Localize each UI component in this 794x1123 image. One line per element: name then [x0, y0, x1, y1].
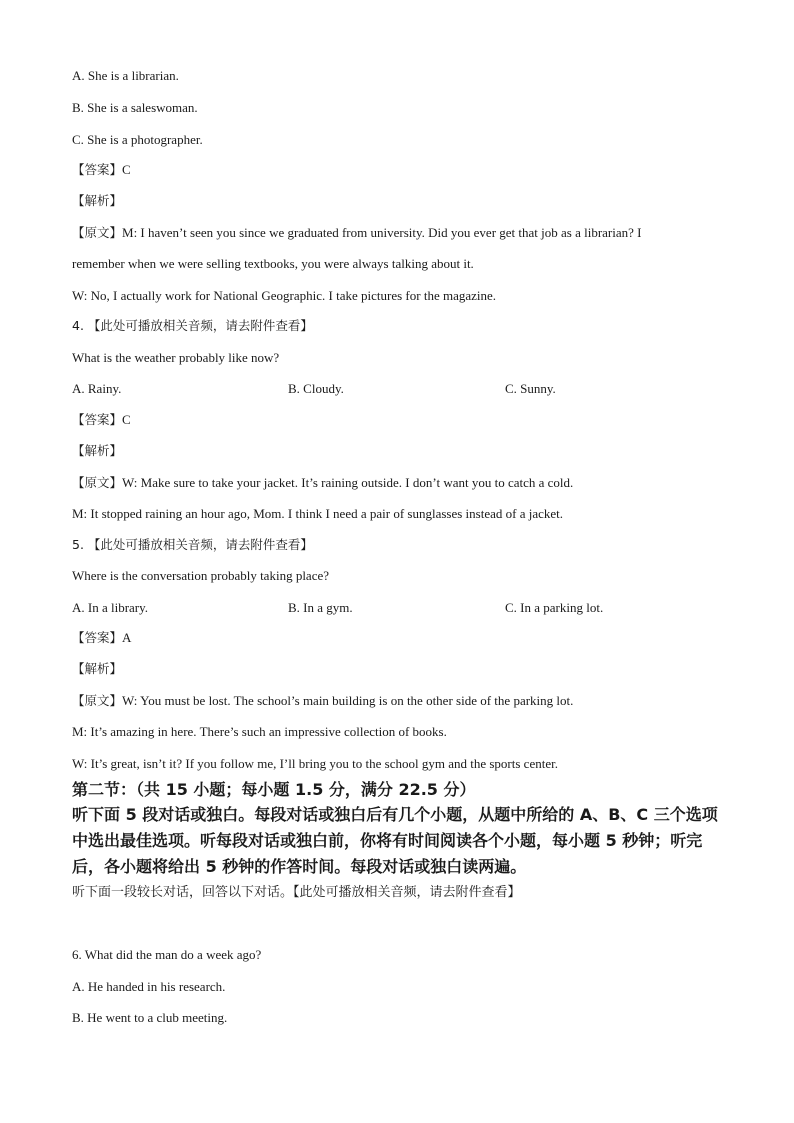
answer-value: A: [122, 630, 132, 645]
original-tag: 【原文】: [72, 475, 123, 490]
q5-transcript-line-1: [72, 693, 573, 709]
q5-option-c: C. In a parking lot.: [505, 600, 604, 615]
q3-transcript-line-1: [72, 225, 642, 241]
q3-analysis-tag: 【解析】: [72, 193, 123, 208]
q3-transcript-line-2: remember when we were selling textbooks, you were always talking about it.: [72, 256, 474, 271]
section2-instructions-line-2: 中选出最佳选项。听每段对话或独白前，你将有时间阅读各个小题，每小题 5 秒钟；听完: [72, 831, 703, 850]
q5-analysis-tag: 【解析】: [72, 661, 123, 676]
q3-answer: [72, 162, 131, 178]
q3-option-c: C. She is a photographer.: [72, 132, 203, 147]
q4-answer: [72, 412, 131, 428]
q3-option-a: A. She is a librarian.: [72, 68, 179, 83]
original-tag: 【原文】: [72, 225, 123, 240]
q4-header: 4. 【此处可播放相关音频，请去附件查看】: [72, 318, 313, 333]
section2-title: 第二节：（共 15 小题；每小题 1.5 分，满分 22.5 分）: [72, 780, 476, 799]
answer-value: C: [122, 412, 131, 427]
answer-tag: 【答案】: [72, 162, 123, 177]
q4-analysis-tag: 【解析】: [72, 443, 123, 458]
q4-option-a: A. Rainy.: [72, 381, 122, 396]
transcript-text: W: Make sure to take your jacket. It’s raining outside. I don’t want you to catch a cold.: [122, 475, 574, 490]
q6-question: 6. What did the man do a week ago?: [72, 947, 262, 962]
original-tag: 【原文】: [72, 693, 123, 708]
transcript-text: W: You must be lost. The school’s main building is on the other side of the parking lot.: [122, 693, 574, 708]
answer-tag: 【答案】: [72, 630, 123, 645]
section2-instructions-line-1: 听下面 5 段对话或独白。每段对话或独白后有几个小题，从题中所给的 A、B、C 三个选项: [72, 805, 718, 824]
section2-instructions-line-3: 后，各小题将给出 5 秒钟的作答时间。每段对话或独白读两遍。: [72, 857, 527, 876]
q5-option-a: A. In a library.: [72, 600, 149, 615]
q5-answer: [72, 630, 131, 646]
q5-question: Where is the conversation probably taking place?: [72, 568, 330, 583]
q6-option-b: B. He went to a club meeting.: [72, 1010, 228, 1025]
q4-option-b: B. Cloudy.: [288, 381, 344, 396]
q4-option-c: C. Sunny.: [505, 381, 556, 396]
q6-option-a: A. He handed in his research.: [72, 979, 226, 994]
q4-transcript-line-1: [72, 475, 573, 491]
answer-tag: 【答案】: [72, 412, 123, 427]
q5-transcript-line-3: W: It’s great, isn’t it? If you follow me, I’ll bring you to the school gym and the sports center.: [72, 756, 558, 771]
q4-transcript-line-2: M: It stopped raining an hour ago, Mom. I think I need a pair of sunglasses instead of a jacket.: [72, 506, 563, 521]
q5-transcript-line-2: M: It’s amazing in here. There’s such an impressive collection of books.: [72, 724, 447, 739]
section2-note: 听下面一段较长对话，回答以下对话。【此处可播放相关音频，请去附件查看】: [72, 885, 521, 900]
q3-transcript-line-3: W: No, I actually work for National Geographic. I take pictures for the magazine.: [72, 288, 497, 303]
q4-question: What is the weather probably like now?: [72, 350, 280, 365]
transcript-text: M: I haven’t seen you since we graduated from university. Did you ever get that job as a librarian? I: [122, 225, 642, 240]
q3-option-b: B. She is a saleswoman.: [72, 100, 198, 115]
answer-value: C: [122, 162, 131, 177]
q5-header: 5. 【此处可播放相关音频，请去附件查看】: [72, 537, 313, 552]
q5-option-b: B. In a gym.: [288, 600, 353, 615]
